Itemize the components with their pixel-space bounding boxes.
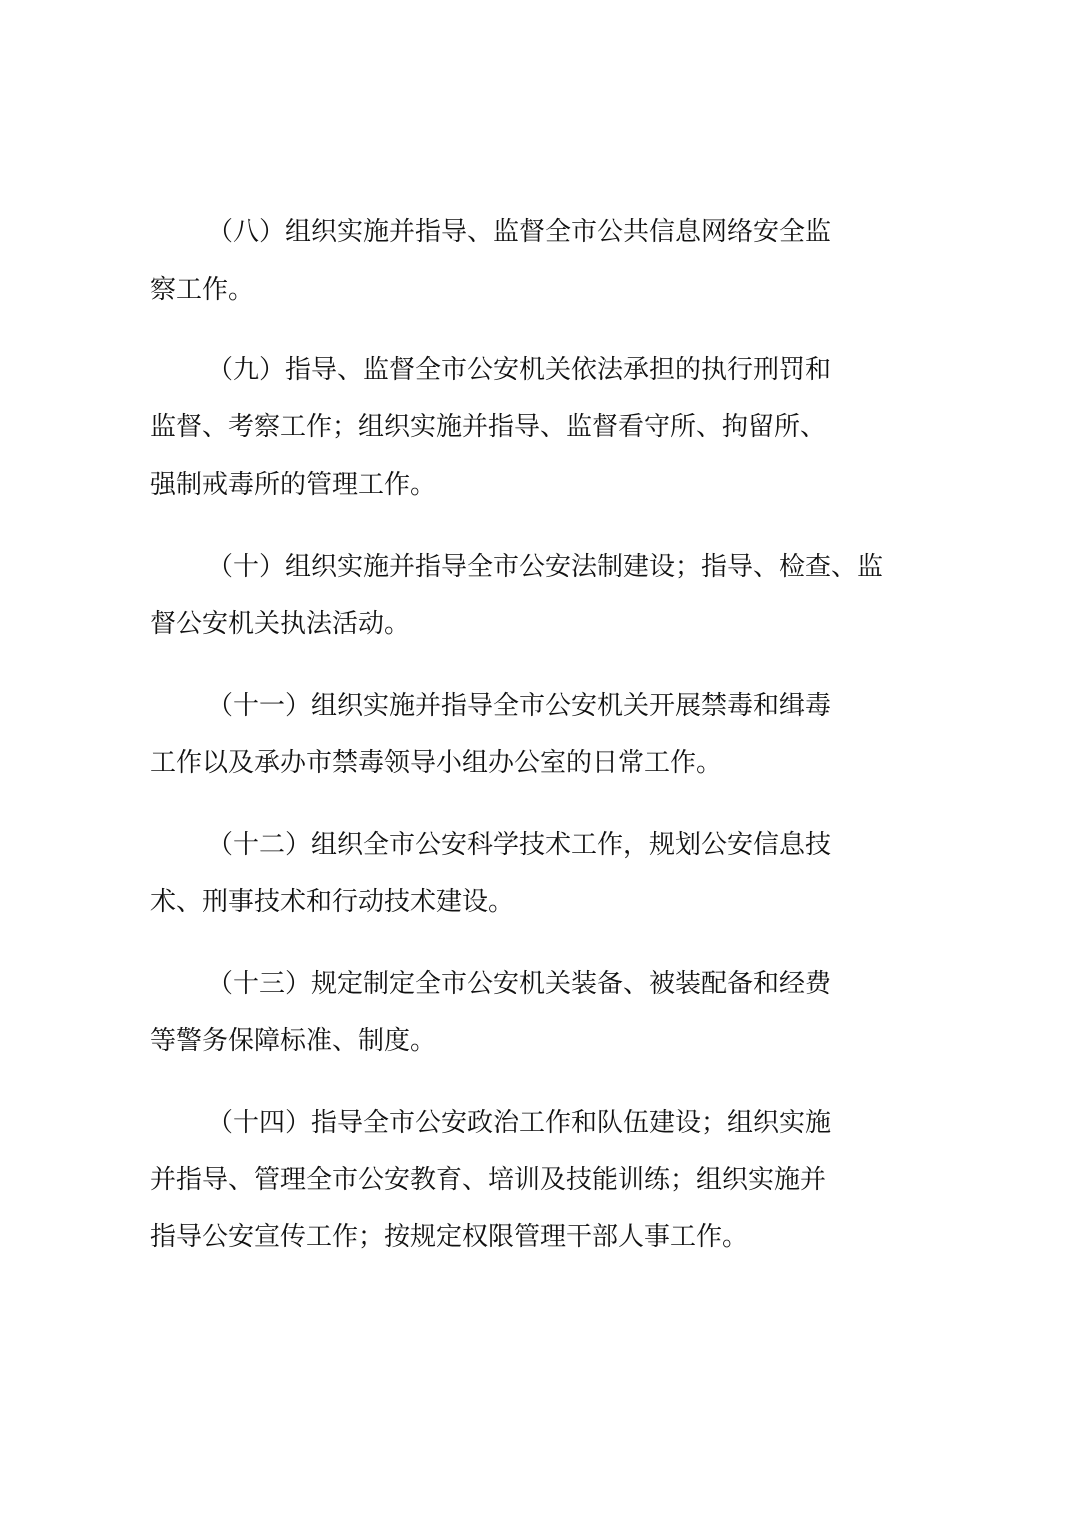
paragraph-11-line-1: （十一）组织实施并指导全市公安机关开展禁毒和缉毒 [207, 691, 832, 721]
paragraph-8-line-2: 察工作。 [150, 275, 255, 305]
paragraph-10-line-2: 督公安机关执法活动。 [150, 609, 411, 639]
paragraph-13-line-1: （十三）规定制定全市公安机关装备、被装配备和经费 [207, 969, 832, 999]
paragraph-11-line-2: 工作以及承办市禁毒领导小组办公室的日常工作。 [150, 748, 723, 778]
paragraph-10-line-1: （十）组织实施并指导全市公安法制建设；指导、检查、监 [207, 552, 884, 582]
paragraph-9-line-3: 强制戒毒所的管理工作。 [150, 470, 437, 500]
paragraph-14-line-2: 并指导、管理全市公安教育、培训及技能训练；组织实施并 [150, 1165, 827, 1195]
paragraph-9-line-2: 监督、考察工作；组织实施并指导、监督看守所、拘留所、 [150, 412, 827, 442]
paragraph-9-line-1: （九）指导、监督全市公安机关依法承担的执行刑罚和 [207, 355, 832, 385]
paragraph-14-line-1: （十四）指导全市公安政治工作和队伍建设；组织实施 [207, 1108, 832, 1138]
paragraph-8-line-1: （八）组织实施并指导、监督全市公共信息网络安全监 [207, 217, 832, 247]
paragraph-12-line-2: 术、刑事技术和行动技术建设。 [150, 887, 515, 917]
paragraph-13-line-2: 等警务保障标准、制度。 [150, 1026, 437, 1056]
paragraph-14-line-3: 指导公安宣传工作；按规定权限管理干部人事工作。 [150, 1222, 749, 1252]
paragraph-12-line-1: （十二）组织全市公安科学技术工作，规划公安信息技 [207, 830, 832, 860]
